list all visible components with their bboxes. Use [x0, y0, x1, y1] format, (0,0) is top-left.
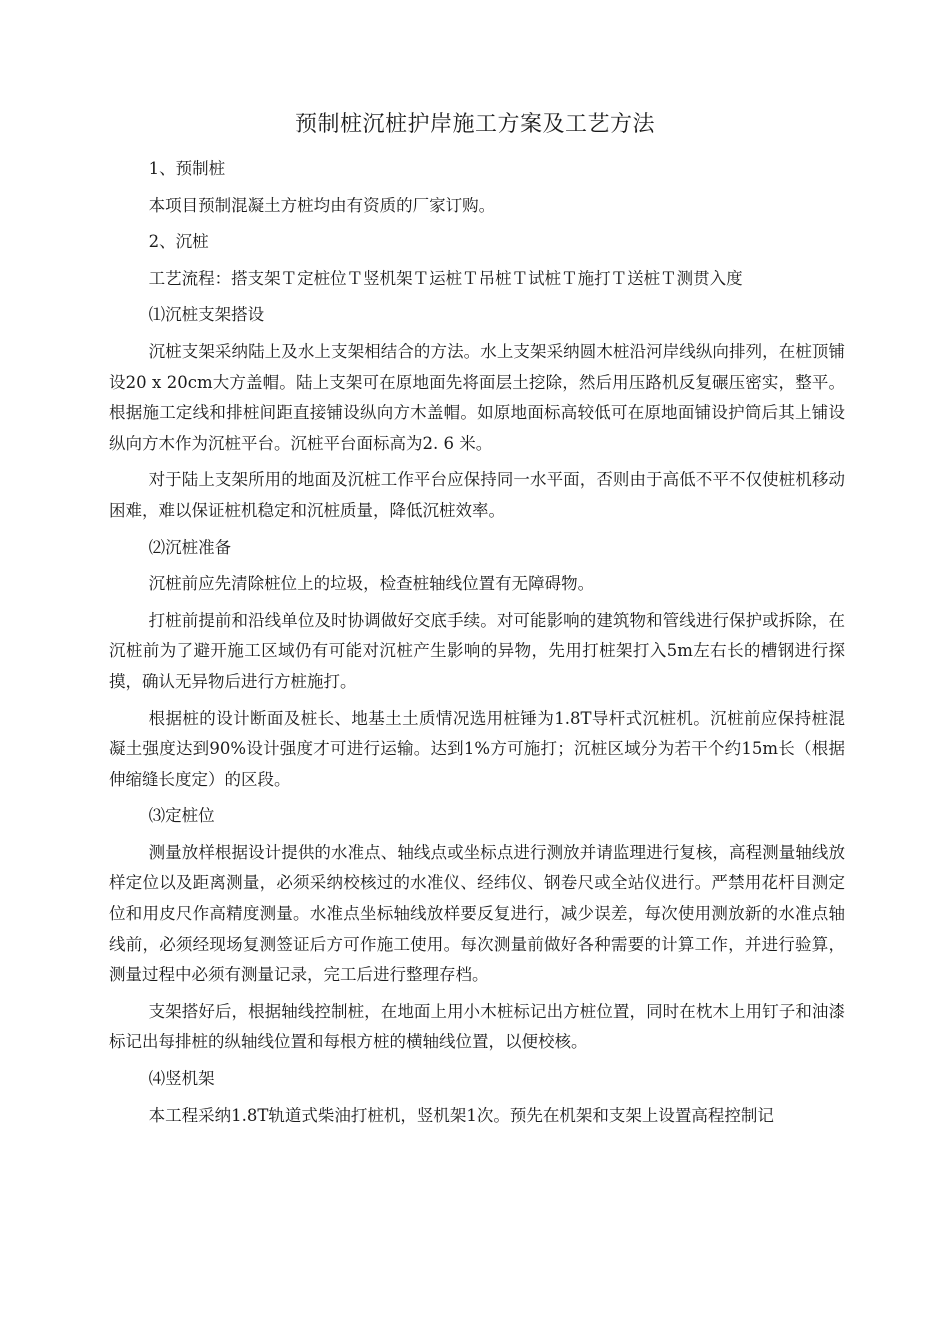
subheading-preparation: ⑵沉桩准备 — [148, 537, 232, 557]
document-title: 预制桩沉桩护岸施工方案及工艺方法 — [294, 112, 655, 137]
subheading-pile-positioning: ⑶定桩位 — [148, 806, 215, 826]
paragraph-clear-site: 沉桩前应先清除桩位上的垃圾，检查桩轴线位置有无障碍物。 — [148, 574, 595, 594]
paragraph-survey: 测量放样根据设计提供的水准点、轴线点或坐标点进行测放并请监理进行复核，高程测量轴线放样定位以及距离测量，必须采纳校核过的水准仪、经纬仪、钢卷尺或全站仪进行。严禁用花杆目测定位和用皮尺作高精度测量。水准点坐标轴线放样要反复进行，减少误差，每次使用测放新的水准点轴线前，必须经现场复测签证后方可作施工使用。每次测量前做好各种需要的计算工作，并进行验算，测量过程中必须有测量记录，完工后进行整理存档。 — [109, 842, 845, 985]
paragraph-hammer-selection: 根据桩的设计断面及桩长、地基土土质情况选用桩锤为1.8T导杆式沉桩机。沉桩前应保持桩混凝土强度达到90%设计强度才可进行运输。达到1%方可施打；沉桩区域分为若干个约15m长（根据伸缩缝长度定）的区段。 — [109, 708, 845, 789]
subheading-erect-frame: ⑷竖机架 — [148, 1069, 215, 1089]
section-heading-pile-sinking: 2、沉桩 — [148, 232, 209, 252]
paragraph-marking: 支架搭好后，根据轴线控制桩，在地面上用小木桩标记出方桩位置，同时在枕木上用钉子和油漆标记出每排桩的纵轴线位置和每根方桩的横轴线位置，以便校核。 — [109, 1001, 845, 1052]
paragraph-pile-driver: 本工程采纳1.8T轨道式柴油打桩机，竖机架1次。预先在机架和支架上设置高程控制记 — [148, 1105, 774, 1125]
paragraph-coordination: 打桩前提前和沿线单位及时协调做好交底手续。对可能影响的建筑物和管线进行保护或拆除，在沉桩前为了避开施工区域仍有可能对沉桩产生影响的异物，先用打桩架打入5m左右长的槽钢进行探摸，确认无异物后进行方桩施打。 — [109, 610, 845, 691]
paragraph-platform-level: 对于陆上支架所用的地面及沉桩工作平台应保持同一水平面，否则由于高低不平不仅使桩机移动困难，难以保证桩机稳定和沉桩质量，降低沉桩效率。 — [109, 470, 845, 520]
paragraph-support-method: 沉桩支架采纳陆上及水上支架相结合的方法。水上支架采纳圆木桩沿河岸线纵向排列，在桩顶铺设20 x 20cm大方盖帽。陆上支架可在原地面先将面层土挖除，然后用压路机反复碾压密实，整平。根据施工定线和排桩间距直接铺设纵向方木盖帽。如原地面标高较低可在原地面铺设护筒后其上铺设纵向方木作为沉桩平台。沉桩平台面标高为2. 6 米。 — [109, 341, 845, 453]
paragraph-process-flow: 工艺流程：搭支架Ｔ定桩位Ｔ竖机架Ｔ运桩Ｔ吊桩Ｔ试桩Ｔ施打Ｔ送桩Ｔ测贯入度 — [148, 268, 743, 288]
section-heading-precast-pile: 1、预制桩 — [148, 159, 226, 178]
subheading-support-erection: ⑴沉桩支架搭设 — [148, 305, 265, 325]
document-body — [109, 154, 845, 1131]
paragraph-procurement: 本项目预制混凝土方桩均由有资质的厂家订购。 — [148, 195, 496, 215]
